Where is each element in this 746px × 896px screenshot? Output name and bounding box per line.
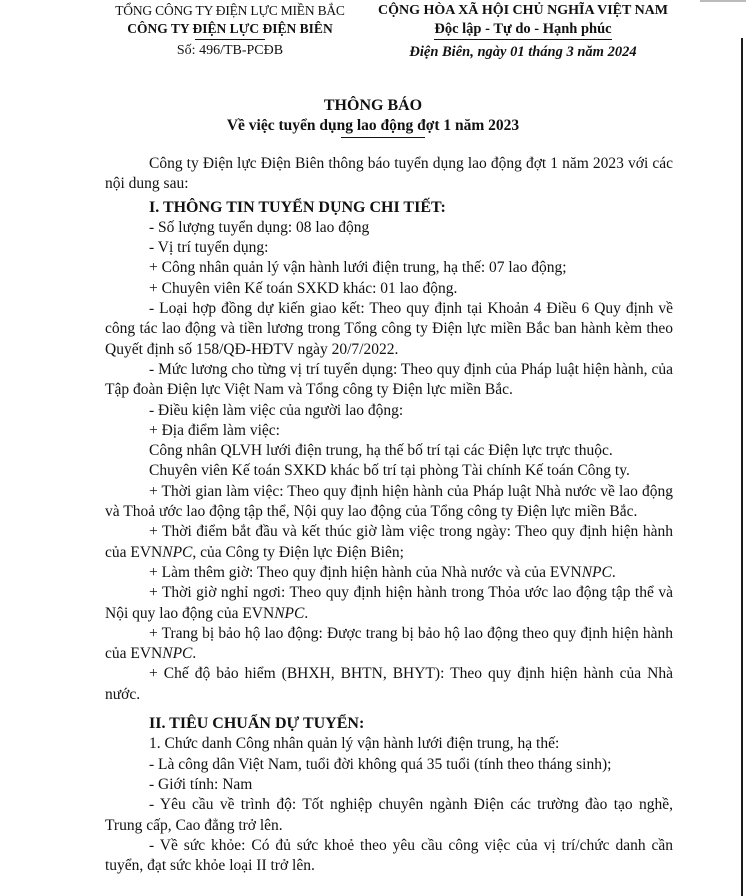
section-2-heading: II. TIÊU CHUẨN DỰ TUYỂN: <box>149 715 365 733</box>
contract-type: - Loại hợp đồng dự kiến giao kết: Theo quy định tại Khoản 4 Điều 6 Quy định về công tác lao động và tiền lương trong Tổng công ty Điện lực miền Bắc ban hành kèm theo Quyết định số 158/QĐ-HĐTV ngày 20/7/2022. <box>105 300 673 358</box>
npc-abbrev: NPC <box>162 543 193 561</box>
work-conditions: - Điều kiện làm việc của người lao động: <box>149 401 404 419</box>
work-location-item: Công nhân QLVH lưới điện trung, hạ thế bố trí tại các Điện lực trực thuộc. <box>149 442 613 460</box>
overtime-text: + Làm thêm giờ: Theo quy định hiện hành của Nhà nước và của EVN <box>149 563 582 581</box>
protective-equipment <box>105 624 673 665</box>
page-edge-top <box>700 0 746 2</box>
document-title-block <box>0 96 746 138</box>
issuing-unit: CÔNG TY ĐIỆN LỰC ĐIỆN BIÊN <box>127 21 333 36</box>
national-title: CỘNG HÒA XÃ HỘI CHỦ NGHĨA VIỆT NAM <box>377 3 668 18</box>
criteria-education: - Yêu cầu về trình độ: Tốt nghiệp chuyên ngành Điện các trường đào tạo nghề, Trung cấp, Cao đẳng trở lên. <box>105 796 673 834</box>
document-body <box>105 154 673 876</box>
overtime <box>105 563 673 583</box>
document-subtitle: Về việc tuyển dụng lao động đợt 1 năm 2023 <box>226 117 520 134</box>
issuer-header <box>100 2 360 60</box>
rest-time-text-end: . <box>304 604 309 622</box>
overtime-text-end: . <box>611 563 616 581</box>
npc-abbrev: NPC <box>162 645 193 663</box>
criteria-item-1: 1. Chức danh Công nhân quản lý vận hành lưới điện trung, hạ thế: <box>149 735 560 753</box>
working-hours <box>105 522 673 563</box>
page-edge-right <box>741 38 743 896</box>
ppe-text: + Trang bị bảo hộ lao động: Được trang bị bảo hộ lao động theo quy định hiện hành của EVN <box>105 624 673 663</box>
insurance-policy: + Chế độ bảo hiểm (BHXH, BHTN, BHYT): Theo quy định hiện hành của Nhà nước. <box>105 665 673 703</box>
document-title: THÔNG BÁO <box>323 97 423 114</box>
working-time: + Thời gian làm việc: Theo quy định hiện hành của Pháp luật Nhà nước về lao động và Thoả ước lao động tập thể, Nội quy lao động của Tổng công ty Điện lực miền Bắc. <box>105 482 673 521</box>
parent-organization: TỔNG CÔNG TY ĐIỆN LỰC MIỀN BẮC <box>115 3 345 18</box>
salary-policy: - Mức lương cho từng vị trí tuyển dụng: Theo quy định của Pháp luật hiện hành, của Tập đoàn Điện lực Việt Nam và Tổng công ty Điện lực miền Bắc. <box>105 360 673 399</box>
working-hours-text: + Thời điểm bắt đầu và kết thúc giờ làm việc trong ngày: Theo quy định hiện hành của EVN <box>105 523 673 561</box>
criteria-health: - Về sức khỏe: Có đủ sức khoẻ theo yêu cầu công việc của vị trí/chức danh cần tuyển, đạt sức khỏe loại II trở lên. <box>105 836 673 875</box>
recruit-positions: - Vị trí tuyển dụng: <box>149 239 269 257</box>
npc-abbrev: NPC <box>274 604 305 622</box>
work-location-label: + Địa điểm làm việc: <box>149 421 280 439</box>
working-hours-text-end: , của Công ty Điện lực Điện Biên; <box>192 543 404 561</box>
recruit-quantity: - Số lượng tuyển dụng: 08 lao động <box>149 218 370 236</box>
rest-time-text: + Thời giờ nghỉ ngơi: Theo quy định hiện hành trong Thỏa ước lao động tập thể và Nội quy lao động của EVN <box>105 584 673 622</box>
rest-time <box>105 583 673 624</box>
npc-abbrev: NPC <box>581 563 612 581</box>
national-motto: Độc lập - Tự do - Hạnh phúc <box>434 20 611 40</box>
position-item: + Công nhân quản lý vận hành lưới điện trung, hạ thế: 07 lao động; <box>149 259 567 277</box>
criteria-gender: - Giới tính: Nam <box>149 775 253 793</box>
issue-date: Điện Biên, ngày 01 tháng 3 năm 2024 <box>409 44 637 60</box>
criteria-citizenship: - Là công dân Việt Nam, tuổi đời không quá 35 tuổi (tính theo tháng sinh); <box>149 755 612 773</box>
position-item: + Chuyên viên Kế toán SXKD khác: 01 lao động. <box>149 279 458 297</box>
work-location-item: Chuyên viên Kế toán SXKD khác bố trí tại phòng Tài chính Kế toán Công ty. <box>149 462 630 480</box>
section-1-heading: I. THÔNG TIN TUYỂN DỤNG CHI TIẾT: <box>149 198 446 216</box>
title-underline <box>341 137 425 138</box>
national-header <box>368 2 678 61</box>
ppe-text-end: . <box>192 645 197 663</box>
issuer-underline <box>195 39 265 40</box>
document-number: Số: 496/TB-PCĐB <box>176 43 284 58</box>
intro-paragraph: Công ty Điện lực Điện Biên thông báo tuyển dụng lao động đợt 1 năm 2023 với các nội dung sau: <box>105 155 673 193</box>
